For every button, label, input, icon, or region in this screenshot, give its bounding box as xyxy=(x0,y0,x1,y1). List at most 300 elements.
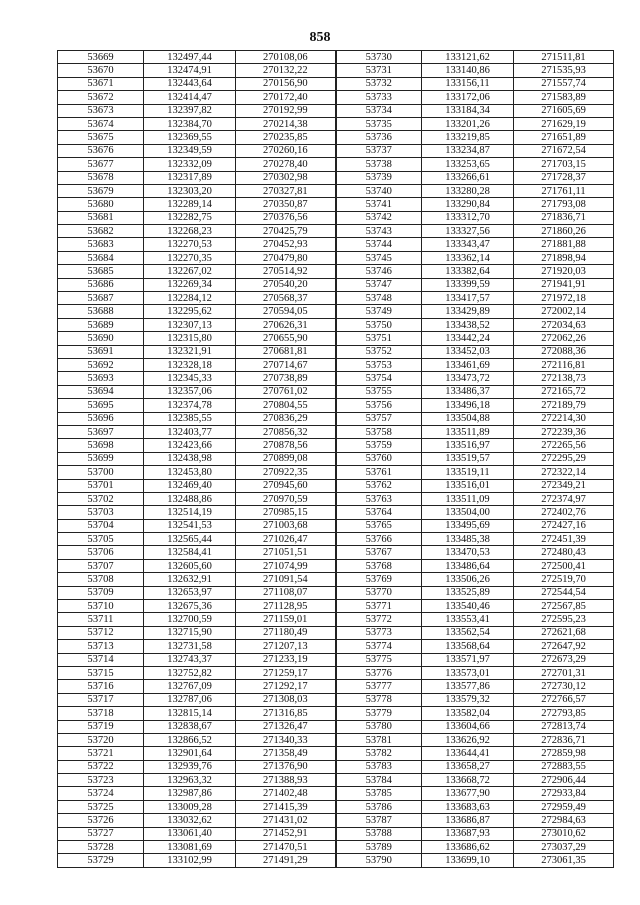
y-coordinate-cell: 270804,55 xyxy=(236,399,336,412)
y-coordinate-cell: 270376,56 xyxy=(236,211,336,224)
table-row xyxy=(58,265,614,278)
x-coordinate-cell: 132675,36 xyxy=(144,600,236,613)
x-coordinate-cell: 133525,89 xyxy=(422,586,514,599)
x-coordinate-cell: 133429,89 xyxy=(422,305,514,318)
y-coordinate-cell: 272836,71 xyxy=(514,733,614,746)
y-coordinate-cell: 271308,03 xyxy=(236,693,336,706)
x-coordinate-cell: 132584,41 xyxy=(144,546,236,559)
y-coordinate-cell: 272793,85 xyxy=(514,707,614,720)
x-coordinate-cell: 132815,14 xyxy=(144,707,236,720)
x-coordinate-cell: 133604,66 xyxy=(422,720,514,733)
point-id-cell: 53788 xyxy=(336,827,422,840)
y-coordinate-cell: 273010,62 xyxy=(514,827,614,840)
y-coordinate-cell: 271159,01 xyxy=(236,613,336,626)
point-id-cell: 53713 xyxy=(58,640,144,653)
table-row xyxy=(58,439,614,452)
x-coordinate-cell: 132443,64 xyxy=(144,77,236,90)
point-id-cell: 53683 xyxy=(58,238,144,251)
x-coordinate-cell: 133081,69 xyxy=(144,841,236,854)
x-coordinate-cell: 132469,40 xyxy=(144,479,236,492)
point-id-cell: 53757 xyxy=(336,412,422,425)
x-coordinate-cell: 132269,34 xyxy=(144,278,236,291)
point-id-cell: 53727 xyxy=(58,827,144,840)
table-row xyxy=(58,573,614,586)
x-coordinate-cell: 133511,09 xyxy=(422,492,514,505)
y-coordinate-cell: 270452,93 xyxy=(236,238,336,251)
x-coordinate-cell: 132901,64 xyxy=(144,747,236,760)
table-row xyxy=(58,292,614,305)
table-row xyxy=(58,385,614,398)
point-id-cell: 53685 xyxy=(58,265,144,278)
point-id-cell: 53764 xyxy=(336,506,422,519)
table-row xyxy=(58,77,614,90)
y-coordinate-cell: 270655,90 xyxy=(236,332,336,345)
point-id-cell: 53750 xyxy=(336,318,422,331)
x-coordinate-cell: 132328,18 xyxy=(144,358,236,371)
x-coordinate-cell: 133644,41 xyxy=(422,747,514,760)
point-id-cell: 53724 xyxy=(58,787,144,800)
y-coordinate-cell: 271233,19 xyxy=(236,653,336,666)
y-coordinate-cell: 271972,18 xyxy=(514,292,614,305)
table-row xyxy=(58,332,614,345)
point-id-cell: 53766 xyxy=(336,533,422,546)
y-coordinate-cell: 270594,05 xyxy=(236,305,336,318)
y-coordinate-cell: 272451,39 xyxy=(514,533,614,546)
point-id-cell: 53675 xyxy=(58,131,144,144)
point-id-cell: 53709 xyxy=(58,586,144,599)
y-coordinate-cell: 271074,99 xyxy=(236,559,336,572)
y-coordinate-cell: 271535,93 xyxy=(514,64,614,77)
x-coordinate-cell: 132349,59 xyxy=(144,144,236,157)
point-id-cell: 53779 xyxy=(336,707,422,720)
y-coordinate-cell: 270108,06 xyxy=(236,51,336,64)
point-id-cell: 53719 xyxy=(58,720,144,733)
point-id-cell: 53754 xyxy=(336,372,422,385)
x-coordinate-cell: 132838,67 xyxy=(144,720,236,733)
point-id-cell: 53718 xyxy=(58,707,144,720)
y-coordinate-cell: 272265,56 xyxy=(514,439,614,452)
point-id-cell: 53751 xyxy=(336,332,422,345)
x-coordinate-cell: 133327,56 xyxy=(422,225,514,238)
y-coordinate-cell: 271180,49 xyxy=(236,626,336,639)
point-id-cell: 53714 xyxy=(58,653,144,666)
x-coordinate-cell: 133506,26 xyxy=(422,573,514,586)
y-coordinate-cell: 272480,43 xyxy=(514,546,614,559)
y-coordinate-cell: 270681,81 xyxy=(236,345,336,358)
table-row xyxy=(58,318,614,331)
point-id-cell: 53783 xyxy=(336,760,422,773)
table-row xyxy=(58,278,614,291)
x-coordinate-cell: 133699,10 xyxy=(422,854,514,867)
x-coordinate-cell: 132315,80 xyxy=(144,332,236,345)
table-row xyxy=(58,613,614,626)
x-coordinate-cell: 132267,02 xyxy=(144,265,236,278)
x-coordinate-cell: 133516,01 xyxy=(422,479,514,492)
x-coordinate-cell: 133486,37 xyxy=(422,385,514,398)
y-coordinate-cell: 270626,31 xyxy=(236,318,336,331)
y-coordinate-cell: 271402,48 xyxy=(236,787,336,800)
point-id-cell: 53684 xyxy=(58,251,144,264)
x-coordinate-cell: 133156,11 xyxy=(422,77,514,90)
point-id-cell: 53703 xyxy=(58,506,144,519)
x-coordinate-cell: 133573,01 xyxy=(422,666,514,679)
y-coordinate-cell: 270761,02 xyxy=(236,385,336,398)
point-id-cell: 53728 xyxy=(58,841,144,854)
x-coordinate-cell: 133677,90 xyxy=(422,787,514,800)
y-coordinate-cell: 273037,29 xyxy=(514,841,614,854)
table-row xyxy=(58,466,614,479)
y-coordinate-cell: 271703,15 xyxy=(514,158,614,171)
point-id-cell: 53669 xyxy=(58,51,144,64)
point-id-cell: 53753 xyxy=(336,358,422,371)
point-id-cell: 53704 xyxy=(58,519,144,532)
point-id-cell: 53739 xyxy=(336,171,422,184)
point-id-cell: 53690 xyxy=(58,332,144,345)
point-id-cell: 53673 xyxy=(58,104,144,117)
point-id-cell: 53746 xyxy=(336,265,422,278)
y-coordinate-cell: 272189,79 xyxy=(514,399,614,412)
x-coordinate-cell: 133504,00 xyxy=(422,506,514,519)
x-coordinate-cell: 132282,75 xyxy=(144,211,236,224)
point-id-cell: 53737 xyxy=(336,144,422,157)
y-coordinate-cell: 272730,12 xyxy=(514,680,614,693)
x-coordinate-cell: 133473,72 xyxy=(422,372,514,385)
point-id-cell: 53742 xyxy=(336,211,422,224)
table-row xyxy=(58,425,614,438)
x-coordinate-cell: 133417,57 xyxy=(422,292,514,305)
y-coordinate-cell: 270156,90 xyxy=(236,77,336,90)
y-coordinate-cell: 271941,91 xyxy=(514,278,614,291)
x-coordinate-cell: 133140,86 xyxy=(422,64,514,77)
y-coordinate-cell: 271761,11 xyxy=(514,184,614,197)
table-row xyxy=(58,600,614,613)
table-row xyxy=(58,693,614,706)
y-coordinate-cell: 270714,67 xyxy=(236,358,336,371)
y-coordinate-cell: 272116,81 xyxy=(514,358,614,371)
y-coordinate-cell: 270302,98 xyxy=(236,171,336,184)
point-id-cell: 53762 xyxy=(336,479,422,492)
y-coordinate-cell: 272239,36 xyxy=(514,425,614,438)
point-id-cell: 53777 xyxy=(336,680,422,693)
coordinate-table-body xyxy=(58,51,614,868)
point-id-cell: 53767 xyxy=(336,546,422,559)
point-id-cell: 53748 xyxy=(336,292,422,305)
point-id-cell: 53707 xyxy=(58,559,144,572)
x-coordinate-cell: 132653,97 xyxy=(144,586,236,599)
x-coordinate-cell: 132317,89 xyxy=(144,171,236,184)
table-row xyxy=(58,305,614,318)
x-coordinate-cell: 132767,09 xyxy=(144,680,236,693)
x-coordinate-cell: 133399,59 xyxy=(422,278,514,291)
x-coordinate-cell: 132987,86 xyxy=(144,787,236,800)
table-row xyxy=(58,559,614,572)
y-coordinate-cell: 272295,29 xyxy=(514,452,614,465)
y-coordinate-cell: 272214,30 xyxy=(514,412,614,425)
point-id-cell: 53726 xyxy=(58,814,144,827)
point-id-cell: 53722 xyxy=(58,760,144,773)
point-id-cell: 53696 xyxy=(58,412,144,425)
point-id-cell: 53674 xyxy=(58,117,144,130)
x-coordinate-cell: 132268,23 xyxy=(144,225,236,238)
y-coordinate-cell: 270945,60 xyxy=(236,479,336,492)
table-row xyxy=(58,586,614,599)
x-coordinate-cell: 133382,64 xyxy=(422,265,514,278)
x-coordinate-cell: 133687,93 xyxy=(422,827,514,840)
point-id-cell: 53741 xyxy=(336,198,422,211)
y-coordinate-cell: 271051,51 xyxy=(236,546,336,559)
y-coordinate-cell: 272647,92 xyxy=(514,640,614,653)
x-coordinate-cell: 132866,52 xyxy=(144,733,236,746)
point-id-cell: 53687 xyxy=(58,292,144,305)
x-coordinate-cell: 133362,14 xyxy=(422,251,514,264)
point-id-cell: 53721 xyxy=(58,747,144,760)
y-coordinate-cell: 272673,29 xyxy=(514,653,614,666)
table-row xyxy=(58,198,614,211)
y-coordinate-cell: 270540,20 xyxy=(236,278,336,291)
table-row xyxy=(58,533,614,546)
table-row xyxy=(58,640,614,653)
y-coordinate-cell: 270970,59 xyxy=(236,492,336,505)
y-coordinate-cell: 272165,72 xyxy=(514,385,614,398)
y-coordinate-cell: 271728,37 xyxy=(514,171,614,184)
table-row xyxy=(58,51,614,64)
point-id-cell: 53765 xyxy=(336,519,422,532)
point-id-cell: 53688 xyxy=(58,305,144,318)
y-coordinate-cell: 270479,80 xyxy=(236,251,336,264)
x-coordinate-cell: 133504,88 xyxy=(422,412,514,425)
x-coordinate-cell: 133253,65 xyxy=(422,158,514,171)
table-row xyxy=(58,666,614,679)
point-id-cell: 53679 xyxy=(58,184,144,197)
point-id-cell: 53710 xyxy=(58,600,144,613)
y-coordinate-cell: 271415,39 xyxy=(236,800,336,813)
table-row xyxy=(58,238,614,251)
point-id-cell: 53736 xyxy=(336,131,422,144)
y-coordinate-cell: 270327,81 xyxy=(236,184,336,197)
x-coordinate-cell: 132321,91 xyxy=(144,345,236,358)
table-row xyxy=(58,854,614,867)
x-coordinate-cell: 132397,82 xyxy=(144,104,236,117)
table-row xyxy=(58,492,614,505)
point-id-cell: 53776 xyxy=(336,666,422,679)
point-id-cell: 53693 xyxy=(58,372,144,385)
point-id-cell: 53755 xyxy=(336,385,422,398)
point-id-cell: 53784 xyxy=(336,774,422,787)
x-coordinate-cell: 132403,77 xyxy=(144,425,236,438)
y-coordinate-cell: 270278,40 xyxy=(236,158,336,171)
x-coordinate-cell: 133577,86 xyxy=(422,680,514,693)
x-coordinate-cell: 133312,70 xyxy=(422,211,514,224)
x-coordinate-cell: 132474,91 xyxy=(144,64,236,77)
point-id-cell: 53702 xyxy=(58,492,144,505)
point-id-cell: 53671 xyxy=(58,77,144,90)
table-row xyxy=(58,814,614,827)
table-row xyxy=(58,800,614,813)
table-row xyxy=(58,827,614,840)
point-id-cell: 53672 xyxy=(58,91,144,104)
y-coordinate-cell: 272766,57 xyxy=(514,693,614,706)
y-coordinate-cell: 270878,56 xyxy=(236,439,336,452)
x-coordinate-cell: 133184,34 xyxy=(422,104,514,117)
y-coordinate-cell: 270425,79 xyxy=(236,225,336,238)
y-coordinate-cell: 271388,93 xyxy=(236,774,336,787)
point-id-cell: 53771 xyxy=(336,600,422,613)
x-coordinate-cell: 132731,58 xyxy=(144,640,236,653)
point-id-cell: 53787 xyxy=(336,814,422,827)
point-id-cell: 53732 xyxy=(336,77,422,90)
y-coordinate-cell: 271340,33 xyxy=(236,733,336,746)
y-coordinate-cell: 271583,89 xyxy=(514,91,614,104)
x-coordinate-cell: 133266,61 xyxy=(422,171,514,184)
y-coordinate-cell: 273061,35 xyxy=(514,854,614,867)
point-id-cell: 53677 xyxy=(58,158,144,171)
y-coordinate-cell: 271452,91 xyxy=(236,827,336,840)
point-id-cell: 53711 xyxy=(58,613,144,626)
point-id-cell: 53700 xyxy=(58,466,144,479)
y-coordinate-cell: 272813,74 xyxy=(514,720,614,733)
x-coordinate-cell: 133234,87 xyxy=(422,144,514,157)
point-id-cell: 53686 xyxy=(58,278,144,291)
y-coordinate-cell: 272322,14 xyxy=(514,466,614,479)
y-coordinate-cell: 271470,51 xyxy=(236,841,336,854)
y-coordinate-cell: 272883,55 xyxy=(514,760,614,773)
point-id-cell: 53758 xyxy=(336,425,422,438)
y-coordinate-cell: 272519,70 xyxy=(514,573,614,586)
point-id-cell: 53745 xyxy=(336,251,422,264)
y-coordinate-cell: 271511,81 xyxy=(514,51,614,64)
y-coordinate-cell: 272906,44 xyxy=(514,774,614,787)
point-id-cell: 53744 xyxy=(336,238,422,251)
y-coordinate-cell: 270836,29 xyxy=(236,412,336,425)
y-coordinate-cell: 271491,29 xyxy=(236,854,336,867)
y-coordinate-cell: 272138,73 xyxy=(514,372,614,385)
point-id-cell: 53733 xyxy=(336,91,422,104)
y-coordinate-cell: 272402,76 xyxy=(514,506,614,519)
y-coordinate-cell: 271026,47 xyxy=(236,533,336,546)
point-id-cell: 53781 xyxy=(336,733,422,746)
x-coordinate-cell: 132270,53 xyxy=(144,238,236,251)
table-row xyxy=(58,91,614,104)
point-id-cell: 53708 xyxy=(58,573,144,586)
coordinate-table xyxy=(57,50,614,868)
x-coordinate-cell: 133290,84 xyxy=(422,198,514,211)
point-id-cell: 53717 xyxy=(58,693,144,706)
x-coordinate-cell: 133516,97 xyxy=(422,439,514,452)
point-id-cell: 53768 xyxy=(336,559,422,572)
y-coordinate-cell: 271557,74 xyxy=(514,77,614,90)
x-coordinate-cell: 132307,13 xyxy=(144,318,236,331)
point-id-cell: 53723 xyxy=(58,774,144,787)
table-row xyxy=(58,372,614,385)
y-coordinate-cell: 270922,35 xyxy=(236,466,336,479)
y-coordinate-cell: 270350,87 xyxy=(236,198,336,211)
x-coordinate-cell: 132270,35 xyxy=(144,251,236,264)
table-row xyxy=(58,653,614,666)
table-row xyxy=(58,479,614,492)
y-coordinate-cell: 271091,54 xyxy=(236,573,336,586)
y-coordinate-cell: 272859,98 xyxy=(514,747,614,760)
y-coordinate-cell: 270568,37 xyxy=(236,292,336,305)
y-coordinate-cell: 272959,49 xyxy=(514,800,614,813)
point-id-cell: 53785 xyxy=(336,787,422,800)
point-id-cell: 53715 xyxy=(58,666,144,679)
x-coordinate-cell: 132345,33 xyxy=(144,372,236,385)
y-coordinate-cell: 271207,13 xyxy=(236,640,336,653)
x-coordinate-cell: 133562,54 xyxy=(422,626,514,639)
point-id-cell: 53761 xyxy=(336,466,422,479)
x-coordinate-cell: 133461,69 xyxy=(422,358,514,371)
x-coordinate-cell: 132289,14 xyxy=(144,198,236,211)
x-coordinate-cell: 133686,62 xyxy=(422,841,514,854)
point-id-cell: 53731 xyxy=(336,64,422,77)
y-coordinate-cell: 271629,19 xyxy=(514,117,614,130)
x-coordinate-cell: 133486,64 xyxy=(422,559,514,572)
x-coordinate-cell: 133511,89 xyxy=(422,425,514,438)
x-coordinate-cell: 132488,86 xyxy=(144,492,236,505)
x-coordinate-cell: 132752,82 xyxy=(144,666,236,679)
x-coordinate-cell: 133102,99 xyxy=(144,854,236,867)
point-id-cell: 53780 xyxy=(336,720,422,733)
table-row xyxy=(58,841,614,854)
point-id-cell: 53734 xyxy=(336,104,422,117)
x-coordinate-cell: 133686,87 xyxy=(422,814,514,827)
y-coordinate-cell: 270856,32 xyxy=(236,425,336,438)
point-id-cell: 53747 xyxy=(336,278,422,291)
y-coordinate-cell: 272567,85 xyxy=(514,600,614,613)
y-coordinate-cell: 270192,99 xyxy=(236,104,336,117)
y-coordinate-cell: 271920,03 xyxy=(514,265,614,278)
y-coordinate-cell: 271003,68 xyxy=(236,519,336,532)
y-coordinate-cell: 271259,17 xyxy=(236,666,336,679)
point-id-cell: 53676 xyxy=(58,144,144,157)
y-coordinate-cell: 271793,08 xyxy=(514,198,614,211)
y-coordinate-cell: 272500,41 xyxy=(514,559,614,572)
point-id-cell: 53725 xyxy=(58,800,144,813)
x-coordinate-cell: 132715,90 xyxy=(144,626,236,639)
y-coordinate-cell: 271358,49 xyxy=(236,747,336,760)
y-coordinate-cell: 272595,23 xyxy=(514,613,614,626)
x-coordinate-cell: 133452,03 xyxy=(422,345,514,358)
table-row xyxy=(58,707,614,720)
x-coordinate-cell: 132385,55 xyxy=(144,412,236,425)
table-row xyxy=(58,144,614,157)
y-coordinate-cell: 271898,94 xyxy=(514,251,614,264)
x-coordinate-cell: 133009,28 xyxy=(144,800,236,813)
table-row xyxy=(58,225,614,238)
table-row xyxy=(58,519,614,532)
point-id-cell: 53735 xyxy=(336,117,422,130)
y-coordinate-cell: 272544,54 xyxy=(514,586,614,599)
point-id-cell: 53743 xyxy=(336,225,422,238)
x-coordinate-cell: 133470,53 xyxy=(422,546,514,559)
x-coordinate-cell: 132384,70 xyxy=(144,117,236,130)
table-row xyxy=(58,452,614,465)
x-coordinate-cell: 133519,11 xyxy=(422,466,514,479)
table-row xyxy=(58,171,614,184)
point-id-cell: 53774 xyxy=(336,640,422,653)
table-row xyxy=(58,787,614,800)
point-id-cell: 53773 xyxy=(336,626,422,639)
y-coordinate-cell: 270985,15 xyxy=(236,506,336,519)
x-coordinate-cell: 132497,44 xyxy=(144,51,236,64)
x-coordinate-cell: 132295,62 xyxy=(144,305,236,318)
y-coordinate-cell: 271431,02 xyxy=(236,814,336,827)
y-coordinate-cell: 272374,97 xyxy=(514,492,614,505)
x-coordinate-cell: 133438,52 xyxy=(422,318,514,331)
point-id-cell: 53778 xyxy=(336,693,422,706)
point-id-cell: 53694 xyxy=(58,385,144,398)
y-coordinate-cell: 270260,16 xyxy=(236,144,336,157)
